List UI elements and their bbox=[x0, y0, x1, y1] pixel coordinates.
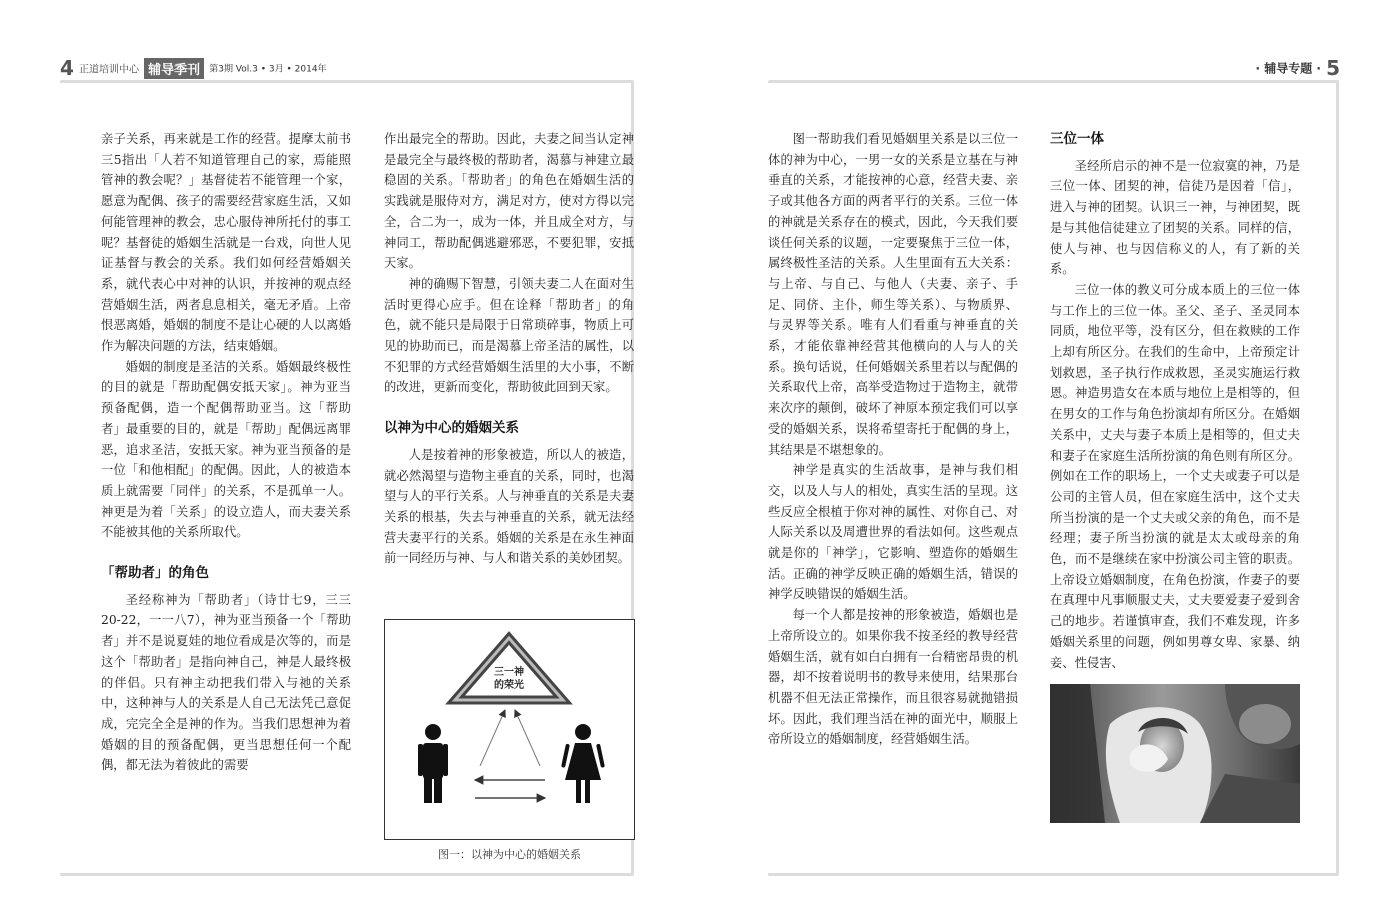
paragraph: 每一个人都是按神的形象被造，婚姻也是上帝所设立的。如果你我不按圣经的教导经营婚姻生活，就有如白白拥有一台精密昂贵的机器，却不按着说明书的教导来使用，结果那台机器不但无法正常操作，而且很容易就抛错损坏。因此，我们理当活在神的面光中，顺服上帝所设立的婚姻制度，经营婚姻生活。 bbox=[768, 608, 1018, 747]
left-header bbox=[60, 56, 327, 80]
arrow-up-left bbox=[480, 710, 505, 766]
paragraph: 作出最完全的帮助。因此，夫妻之间当认定神是最完全与最终极的帮助者，渴慕与神建立最稳固的关系。「帮助者」的角色在婚姻生活的实践就是服侍对方，满足对方，使对方得以完全，合二为一，成为一体，并且成全对方，与神同工，帮助配偶逃避邪恶，不要犯罪，安抵天家。 bbox=[384, 132, 634, 271]
triangle-label bbox=[484, 666, 534, 692]
figure-diagram bbox=[384, 619, 635, 840]
paragraph: 神学是真实的生活故事，是神与我们相交，以及人与人的相处，真实生活的呈现。这些反应全根植于你对神的属性、对你自己、对人际关系以及周遭世界的看法如何。这些观点就是你的「神学」，它影响、塑造你的婚姻生活。正确的神学反映正确的婚姻生活，错误的神学反映错误的婚姻生活。 bbox=[768, 463, 1018, 602]
triangle-label-line2: 的荣光 bbox=[494, 680, 524, 691]
column-2 bbox=[384, 129, 634, 569]
figure-caption: 图一：以神为中心的婚姻关系 bbox=[438, 848, 581, 861]
section-heading: 三位一体 bbox=[1050, 131, 1104, 147]
paragraph: 亲子关系，再来就是工作的经营。提摩太前书三5指出「人若不知道管理自己的家，焉能照管神的教会呢？」基督徒若不能管理一个家，愿意为配偶、孩子的需要经营家庭生活，又如何能管理神的教会，忠心服侍神所托付的事工呢？基督徒的婚姻生活就是一台戏，向世人见证基督与教会的关系。我们如何经营婚姻关系，就代表心中对神的认识，并按神的观点经营婚姻生活，两者息息相关，毫无矛盾。上帝恨恶离婚，婚姻的制度不是让心硬的人以离婚作为解决问题的方法，结束婚姻。 bbox=[101, 132, 351, 354]
paragraph: 神的确赐下智慧，引领夫妻二人在面对生活时更得心应手。但在诠释「帮助者」的角色，就不能只是局限于日常琐碎事，物质上可见的协助而已，而是渴慕上帝圣洁的属性，以不犯罪的方式经营婚姻生活里的大小事，不断的改进，更新而变化，帮助彼此回到天家。 bbox=[384, 276, 634, 395]
column-1 bbox=[101, 129, 351, 776]
paragraph: 圣经称神为「帮助者」（诗廿七9，三三20-22，一一八7），神为亚当预备一个「帮助者」并不是说夏娃的地位看成是次等的，而是这个「帮助者」是指向神自己，神是人最终极的伴侣。只有神主动把我们带入与祂的关系中，这种神与人的关系是人自己无法凭己意促成，完完全全是神的作为。当我们思想神为着婚姻的目的预备配偶，更当思想任何一个配偶，都无法为着彼此的需要 bbox=[101, 592, 351, 773]
domestic-violence-photo bbox=[1050, 684, 1300, 823]
paragraph: 婚姻的制度是圣洁的关系。婚姻最终极性的目的就是「帮助配偶安抵天家」。神为亚当预备配偶，造一个配偶帮助亚当。这「帮助者」最重要的目的，就是「帮助」配偶远离罪恶，追求圣洁，安抵天家。神为亚当预备的是一位「和他相配」的配偶。因此，人的被造本质上就需要「同伴」的关系，不是孤单一人。神更是为着「关系」的设立造人，而夫妻关系不能被其他的关系所取代。 bbox=[101, 359, 351, 540]
relationship-diagram bbox=[385, 620, 634, 839]
page-number-right: 5 bbox=[1326, 56, 1340, 80]
paragraph: 图一帮助我们看见婚姻里关系是以三位一体的神为中心，一男一女的关系是立基在与神垂直的关系，才能按神的心意，经营夫妻、亲子或其他各方面的两者平行的关系。三位一体的神就是关系存在的模式，因此，今天我们要谈任何关系的议题，一定要聚焦于三位一体，属终极性圣洁的关系。人生里面有五大关系：与上帝、与自己、与他人（夫妻、亲子、手足、同侪、主仆，师生等关系）、与物质界、与灵界等关系。唯有人们看重与神垂直的关系，才能依靠神经营其他横向的人与人的关系。换句话说，任何婚姻关系里若以与配偶的关系取代上帝，高举受造物过于造物主，就带来次序的颠倒，破坏了神原本预定我们可以享受的婚姻关系，误将希望寄托于配偶的身上，其结果是不堪想象的。 bbox=[768, 132, 1018, 457]
magazine-title: 辅导季刊 bbox=[144, 58, 204, 79]
paragraph: 圣经所启示的神不是一位寂寞的神，乃是三位一体、团契的神，信徒乃是因着「信」，进入与神的团契。认识三一神，与神团契，既是与其他信徒建立了团契的关系。同样的信，使人与神、也与因信称义的人，有了新的关系。 bbox=[1050, 158, 1300, 277]
page-number-left: 4 bbox=[60, 56, 74, 80]
arrow-up-right bbox=[515, 710, 540, 766]
section-heading: 以神为中心的婚姻关系 bbox=[384, 420, 519, 437]
section-heading: 「帮助者」的角色 bbox=[101, 565, 209, 582]
paragraph: 人是按着神的形象被造，所以人的被造，就必然渴望与造物主垂直的关系，同时，也渴望与人的平行关系。人与神垂直的关系是夫妻关系的根基，失去与神垂直的关系，就无法经营夫妻平行的关系。婚姻的关系是在永生神面前一同经历与神、与人和谐关系的美妙团契。 bbox=[384, 447, 634, 566]
woman-icon bbox=[561, 724, 605, 803]
column-4 bbox=[1050, 129, 1300, 677]
column-3 bbox=[768, 129, 1018, 750]
right-header bbox=[1256, 56, 1341, 80]
org-name: 正道培训中心 bbox=[79, 64, 140, 76]
triangle-label-line1: 三一神 bbox=[494, 667, 524, 678]
section-title: · 辅导专题 · bbox=[1255, 61, 1321, 76]
man-icon bbox=[418, 724, 448, 803]
issue-info: 第3期 Vol.3 • 3月 • 2014年 bbox=[209, 64, 327, 75]
paragraph: 三位一体的教义可分成本质上的三位一体与工作上的三位一体。圣父、圣子、圣灵同本同质，地位平等，没有区分，但在救赎的工作上却有所区分。在我们的生命中，上帝预定计划救恩，圣子执行作成救恩，圣灵实施运行救恩。神造男造女在本质与地位上是相等的，但在男女的工作与角色扮演却有所区分。在婚姻关系中，丈夫与妻子本质上是相等的，但丈夫和妻子在家庭生活所扮演的角色则有所区分。例如在工作的职场上，一个丈夫或妻子可以是公司的主管人员，但在家庭生活中，这个丈夫所当扮演的是一个丈夫或父亲的角色，而不是经理；妻子所当扮演的就是太太或母亲的角色，而不是继续在家中扮演公司主管的职责。上帝设立婚姻制度，在角色扮演，作妻子的要在真理中凡事顺服丈夫，丈夫要爱妻子爱到舍己的地步。若谨慎审查，我们不难发现，许多婚姻关系里的问题，例如男尊女卑、家暴、纳妾、性侵害、 bbox=[1050, 282, 1300, 670]
